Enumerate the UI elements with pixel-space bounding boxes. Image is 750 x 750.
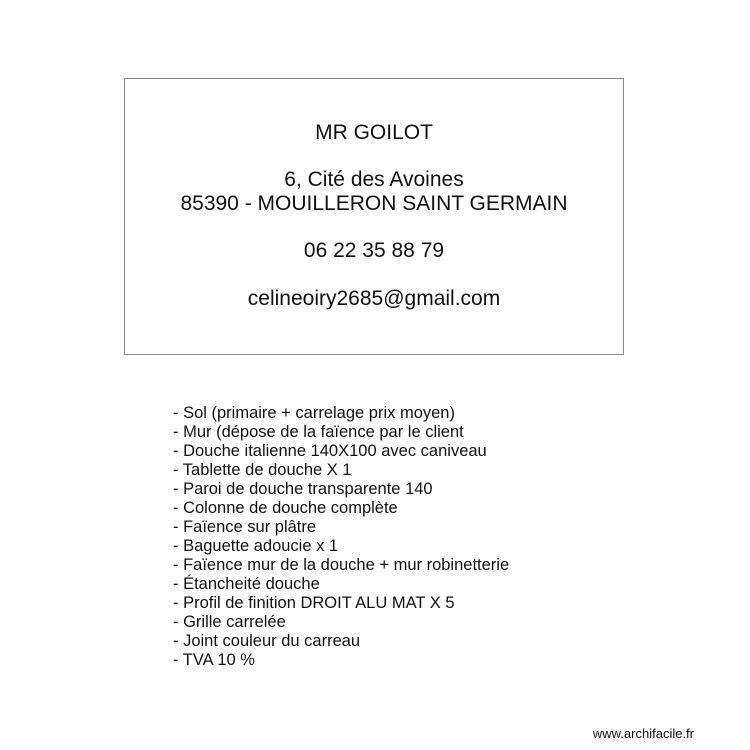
list-item: - Baguette adoucie x 1 xyxy=(173,537,339,555)
list-item: - Colonne de douche complète xyxy=(173,499,398,517)
list-item: - Douche italienne 140X100 avec caniveau xyxy=(173,442,487,460)
list-item: - Étancheité douche xyxy=(173,575,320,593)
list-item: - TVA 10 % xyxy=(173,651,255,669)
list-item: - Faïence sur plâtre xyxy=(173,518,317,536)
list-item: - Sol (primaire + carrelage prix moyen) xyxy=(173,404,455,422)
list-item: - Joint couleur du carreau xyxy=(173,632,361,650)
list-item: - Paroi de douche transparente 140 xyxy=(173,480,433,498)
address-line-2: 85390 - MOUILLERON SAINT GERMAIN xyxy=(180,192,568,215)
watermark-link[interactable]: www.archifacile.fr xyxy=(592,726,694,741)
contact-box xyxy=(124,78,624,355)
client-name: MR GOILOT xyxy=(315,121,433,144)
phone-number: 06 22 35 88 79 xyxy=(303,239,445,262)
list-item: - Tablette de douche X 1 xyxy=(173,461,352,479)
address-line-1: 6, Cité des Avoines xyxy=(284,168,464,191)
list-item: - Mur (dépose de la faïence par le client xyxy=(173,423,464,441)
list-item: - Grille carrelée xyxy=(173,613,286,631)
list-item: - Faïence mur de la douche + mur robinetterie xyxy=(173,556,510,574)
email-address: celineoiry2685@gmail.com xyxy=(247,287,501,310)
work-items-list xyxy=(173,404,509,670)
list-item: - Profil de finition DROIT ALU MAT X 5 xyxy=(173,594,455,612)
